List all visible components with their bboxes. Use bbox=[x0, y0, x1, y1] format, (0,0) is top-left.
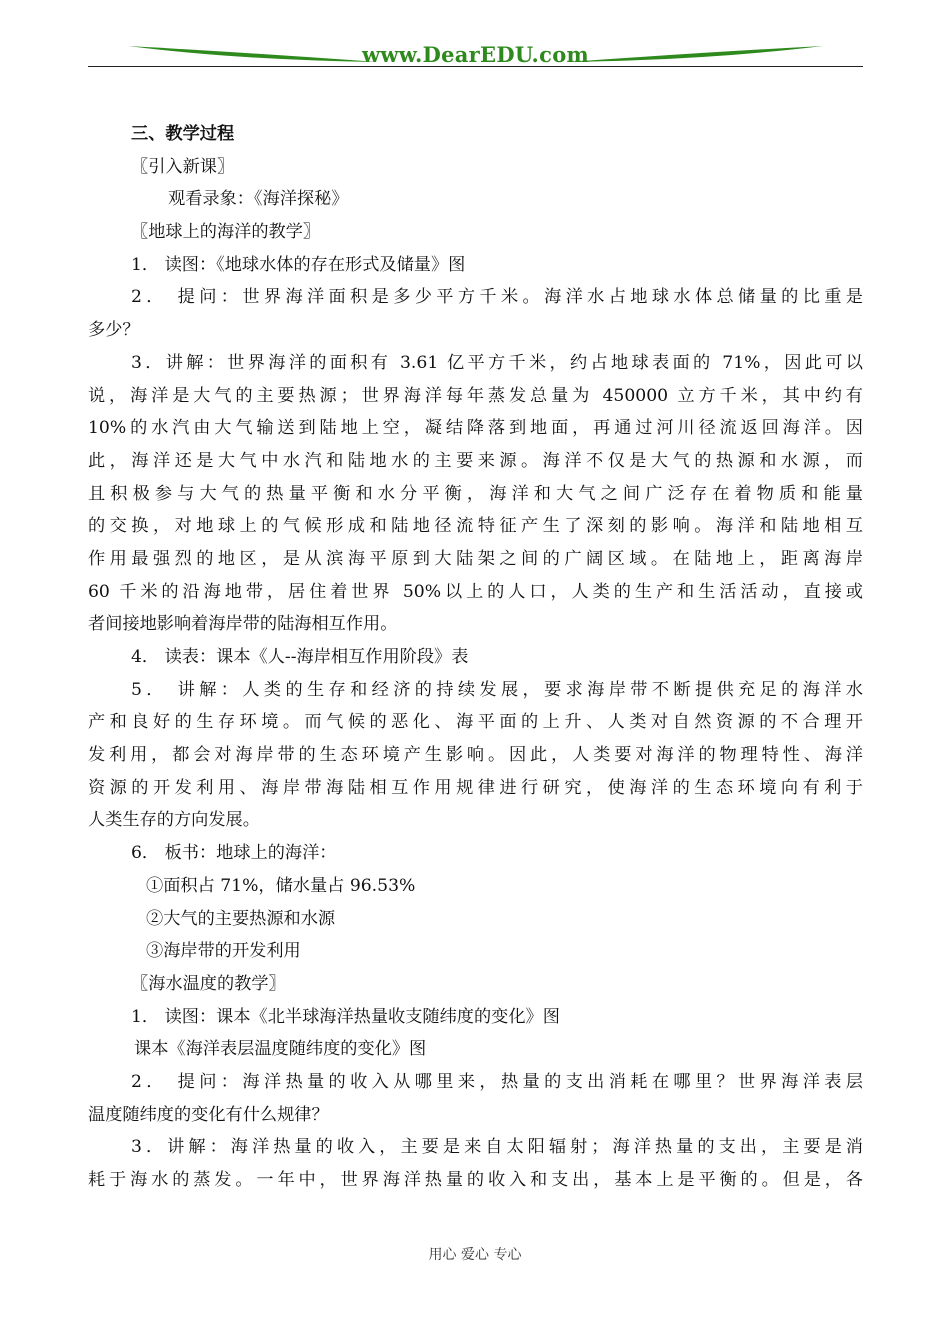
header-rule bbox=[88, 66, 863, 67]
text-line: 5． 讲解：人类的生存和经济的持续发展，要求海岸带不断提供充足的海洋水 bbox=[131, 679, 863, 700]
text-line: 此，海洋还是大气中水汽和陆地水的主要来源。海洋不仅是大气的热源和水源，而 bbox=[88, 450, 863, 471]
text-line: 60 千米的沿海地带，居住着世界 50%以上的人口，人类的生产和生活活动，直接或 bbox=[88, 581, 863, 602]
text-line: 耗于海水的蒸发。一年中，世界海洋热量的收入和支出，基本上是平衡的。但是，各 bbox=[88, 1170, 863, 1190]
text-line: 3．讲解：海洋热量的收入，主要是来自太阳辐射；海洋热量的支出，主要是消 bbox=[131, 1137, 863, 1158]
text-line: 4． 读表：课本《人--海岸相互作用阶段》表 bbox=[131, 647, 469, 667]
text-line: 〖地球上的海洋的教学〗 bbox=[131, 222, 321, 243]
text-line: 人类生存的方向发展。 bbox=[88, 810, 260, 831]
list-item: ②大气的主要热源和水源 bbox=[146, 908, 336, 929]
text-line: 温度随纬度的变化有什么规律？ bbox=[88, 1104, 329, 1125]
section-title: 三、教学过程 bbox=[131, 124, 235, 144]
document-body bbox=[88, 118, 863, 1197]
text-line: 者间接地影响着海岸带的陆海相互作用。 bbox=[88, 614, 398, 635]
text-line: 资源的开发利用、海岸带海陆相互作用规律进行研究，使海洋的生态环境向有利于 bbox=[88, 777, 863, 798]
text-line: 多少？ bbox=[88, 320, 140, 341]
site-logo-text: www.DearEDU.com bbox=[361, 42, 590, 67]
text-line: 作用最强烈的地区，是从滨海平原到大陆架之间的广阔区域。在陆地上，距离海岸 bbox=[88, 548, 863, 569]
list-item: ①面积占 71%，储水量占 96.53% bbox=[146, 875, 416, 896]
text-line: 说，海洋是大气的主要热源；世界海洋每年蒸发总量为 450000 立方千米，其中约有 bbox=[88, 385, 863, 406]
text-line: 观看录象：《海洋探秘》 bbox=[168, 189, 349, 210]
text-line: 的交换，对地球上的气候形成和陆地径流特征产生了深刻的影响。海洋和陆地相互 bbox=[88, 516, 863, 537]
text-line: 〖海水温度的教学〗 bbox=[131, 973, 286, 994]
text-line: 10%的水汽由大气输送到陆地上空，凝结降落到地面，再通过河川径流返回海洋。因 bbox=[88, 418, 863, 439]
text-line: 且积极参与大气的热量平衡和水分平衡，海洋和大气之间广泛存在着物质和能量 bbox=[88, 483, 863, 504]
text-line: 课本《海洋表层温度随纬度的变化》图 bbox=[134, 1039, 427, 1060]
text-line: 〖引入新课〗 bbox=[131, 156, 235, 177]
text-line: 3．讲解：世界海洋的面积有 3.61 亿平方千米，约占地球表面的 71%，因此可以 bbox=[131, 352, 863, 373]
text-line: 6． 板书：地球上的海洋： bbox=[131, 843, 337, 864]
text-line: 发利用，都会对海岸带的生态环境产生影响。因此，人类要对海洋的物理特性、海洋 bbox=[88, 745, 863, 766]
text-line: 2． 提问：海洋热量的收入从哪里来，热量的支出消耗在哪里？世界海洋表层 bbox=[131, 1071, 863, 1092]
text-line: 1． 读图：课本《北半球海洋热量收支随纬度的变化》图 bbox=[131, 1006, 560, 1027]
list-item: ③海岸带的开发利用 bbox=[146, 941, 301, 962]
text-line: 产和良好的生存环境。而气候的恶化、海平面的上升、人类对自然资源的不合理开 bbox=[88, 712, 863, 733]
text-line: 2． 提问：世界海洋面积是多少平方千米。海洋水占地球水体总储量的比重是 bbox=[131, 287, 863, 308]
page-footer: 用心 爱心 专心 bbox=[428, 1247, 522, 1263]
text-line: 1． 读图：《地球水体的存在形式及储量》图 bbox=[131, 254, 466, 275]
